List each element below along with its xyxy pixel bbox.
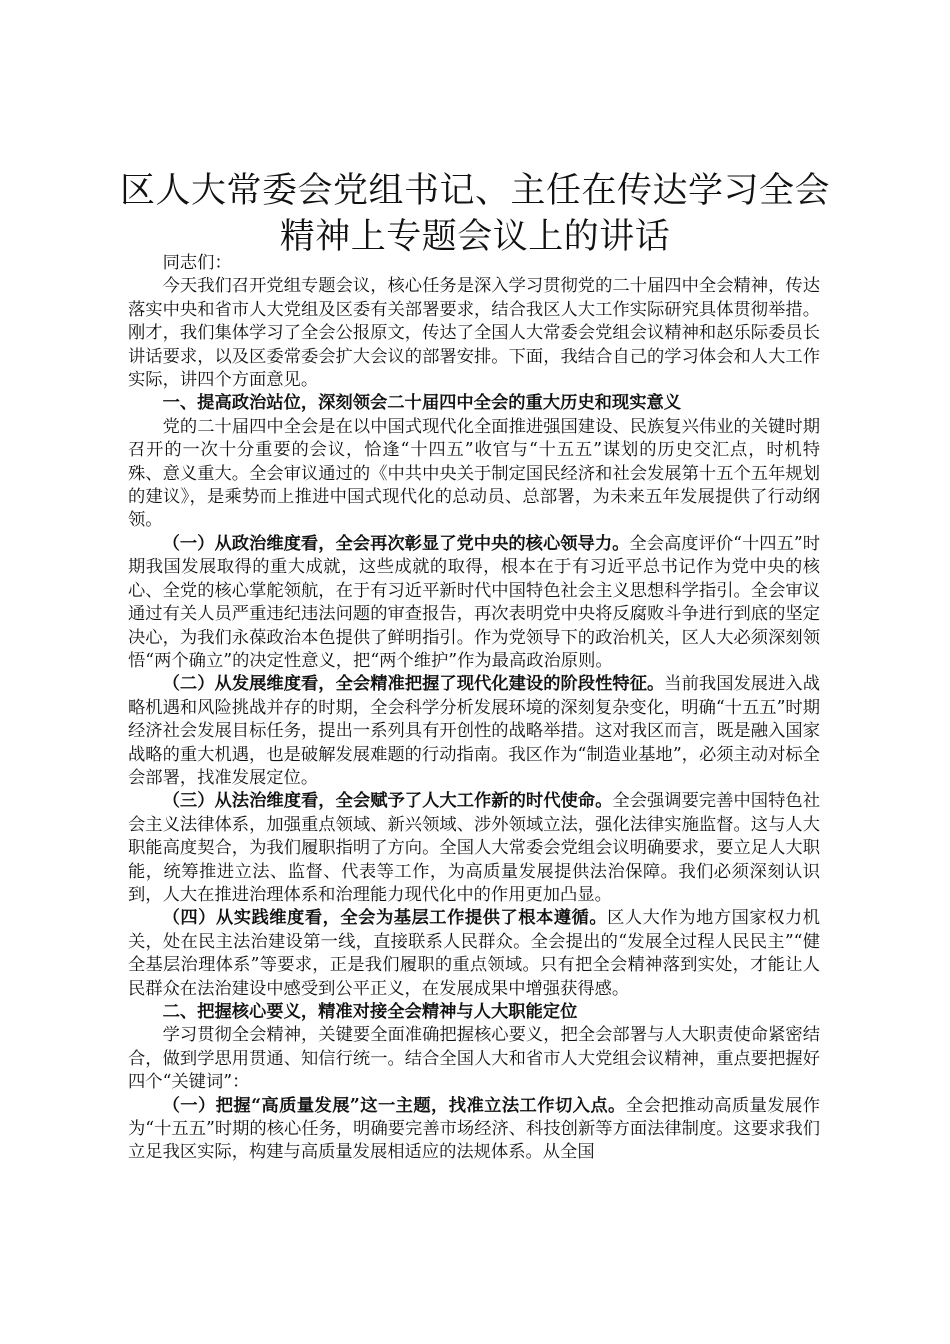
point-text: 全会高度评价“十四五”时期我国发展取得的重大成就，这些成就的取得，根本在于有习近平总书记作为党中央的核心、全党的核心掌舵领航，在于有习近平新时代中国特色社会主义思想科学指引。全会审议通过有关人员严重违纪违法问题的审查报告，再次表明党中央将反腐败斗争进行到底的坚定决心，为我们永葆政治本色提供了鲜明指引。作为党领导下的政治机关，区人大必须深刻领悟“两个确立”的决定性意义，把“两个维护”作为最高政治原则。 [128, 533, 820, 671]
point-lead: （一）把握“高质量发展”这一主题，找准立法工作切入点。 [162, 1095, 626, 1116]
section-1-intro: 党的二十届四中全会是在以中国式现代化全面推进强国建设、民族复兴伟业的关键时期召开的一次十分重要的会议，恰逢“十四五”收官与“十五五”谋划的历史交汇点，时机特殊、意义重大。全会审议通过的《中共中央关于制定国民经济和社会发展第十五个五年规划的建议》，是乘势而上推进中国式现代化的总动员、总部署，为未来五年发展提供了行动纲领。 [128, 416, 820, 531]
point-lead: （一）从政治维度看，全会再次彰显了党中央的核心领导力。 [162, 533, 630, 554]
point-lead: （四）从实践维度看，全会为基层工作提供了根本遵循。 [162, 908, 608, 929]
document-body [128, 252, 820, 1165]
title-line-2: 精神上专题会议上的讲话 [279, 217, 671, 257]
section-1-point-2 [128, 673, 820, 790]
section-2-heading: 二、把握核心要义，精准对接全会精神与人大职能定位 [162, 1002, 578, 1022]
point-text: 全会把推动高质量发展作为“十五五”时期的核心任务，明确要完善市场经济、科技创新等方面法律制度。这要求我们立足我区实际，构建与高质量发展相适应的法规体系。从全国 [128, 1095, 820, 1163]
point-text: 区人大作为地方国家权力机关，处在民主法治建设第一线，直接联系人民群众。全会提出的“发展全过程人民民主”“健全基层治理体系”等要求，正是我们履职的重点领域。只有把全会精神落到实处，才能让人民群众在法治建设中感受到公平正义，在发展成果中增强获得感。 [128, 908, 820, 999]
section-1-heading: 一、提高政治站位，深刻领会二十届四中全会的重大历史和现实意义 [162, 393, 682, 414]
intro-paragraph: 今天我们召开党组专题会议，核心任务是深入学习贯彻党的二十届四中全会精神，传达落实中央和省市人大党组及区委有关部署要求，结合我区人大工作实际研究具体贯彻举措。刚才，我们集体学习了全会公报原文，传达了全国人大常委会党组会议精神和赵乐际委员长讲话要求，以及区委常委会扩大会议的部署安排。下面，我结合自己的学习体会和人大工作实际，讲四个方面意见。 [128, 276, 820, 391]
point-lead: （三）从法治维度看，全会赋予了人大工作新的时代使命。 [162, 791, 613, 812]
section-1-point-1 [128, 533, 820, 673]
section-1-point-3 [128, 790, 820, 907]
title-line-1: 区人大常委会党组书记、主任在传达学习全会 [119, 171, 830, 211]
greeting: 同志们： [162, 253, 232, 273]
point-lead: （二）从发展维度看，全会精准把握了现代化建设的阶段性特征。 [162, 674, 665, 695]
section-2-point-1 [128, 1095, 820, 1165]
point-text: 全会强调要完善中国特色社会主义法律体系，加强重点领域、新兴领域、涉外领域立法，强化法律实施监督。这与人大职能高度契合，为我们履职指明了方向。全国人大常委会党组会议明确要求，要立足人大职能，统筹推进立法、监督、代表等工作，为高质量发展提供法治保障。我们必须深刻认识到，人大在推进治理体系和治理能力现代化中的作用更加凸显。 [128, 791, 820, 905]
section-1-point-4 [128, 907, 820, 1001]
document-title [80, 168, 870, 260]
section-2-intro: 学习贯彻全会精神，关键要全面准确把握核心要义，把全会部署与人大职责使命紧密结合，做到学思用贯通、知信行统一。结合全国人大和省市人大党组会议精神，重点要把握好四个“关键词”： [128, 1025, 820, 1093]
point-text: 当前我国发展进入战略机遇和风险挑战并存的时期，全会科学分析发展环境的深刻复杂变化，明确“十五五”时期经济社会发展目标任务，提出一系列具有开创性的战略举措。这对我区而言，既是融入国家战略的重大机遇，也是破解发展难题的行动指南。我区作为“制造业基地”，必须主动对标全会部署，找准发展定位。 [128, 674, 820, 788]
